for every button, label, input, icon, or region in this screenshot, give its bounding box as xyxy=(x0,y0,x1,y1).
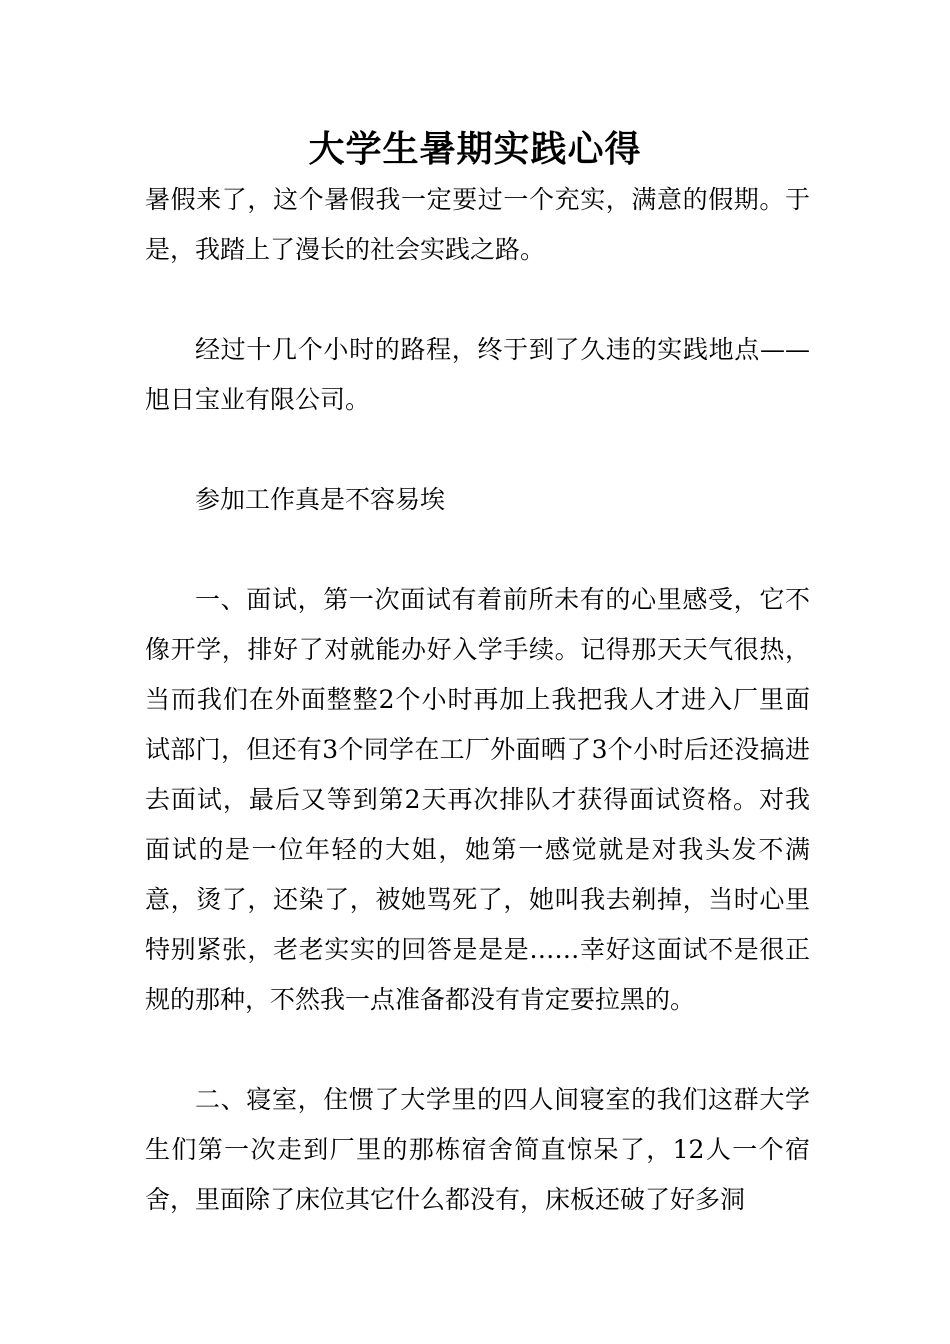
paragraph-dormitory: 二、寝室，住惯了大学里的四人间寝室的我们这群大学生们第一次走到厂里的那栋宿舍简直惊呆了，12人一个宿舍，里面除了床位其它什么都没有，床板还破了好多洞 xyxy=(145,1085,810,1214)
paragraph-arrival: 经过十几个小时的路程，终于到了久违的实践地点——旭日宝业有限公司。 xyxy=(145,335,810,414)
document-title: 大学生暑期实践心得 xyxy=(308,129,642,170)
paragraph-interview: 一、面试，第一次面试有着前所未有的心里感受，它不像开学，排好了对就能办好入学手续。记得那天天气很热，当而我们在外面整整2个小时再加上我把我人才进入厂里面试部门，但还有3个同学在工厂外面晒了3个小时后还没搞进去面试，最后又等到第2天再次排队才获得面试资格。对我面试的是一位年轻的大姐，她第一感觉就是对我头发不满意，烫了，还染了，被她骂死了，她叫我去剃掉，当时心里特别紧张，老老实实的回答是是是……幸好这面试不是很正规的那种，不然我一点准备都没有肯定要拉黑的。 xyxy=(145,585,810,1014)
paragraph-intro: 暑假来了，这个暑假我一定要过一个充实，满意的假期。于是，我踏上了漫长的社会实践之路。 xyxy=(145,185,810,264)
paragraph-work: 参加工作真是不容易埃 xyxy=(195,485,446,514)
document-body xyxy=(145,175,810,1275)
